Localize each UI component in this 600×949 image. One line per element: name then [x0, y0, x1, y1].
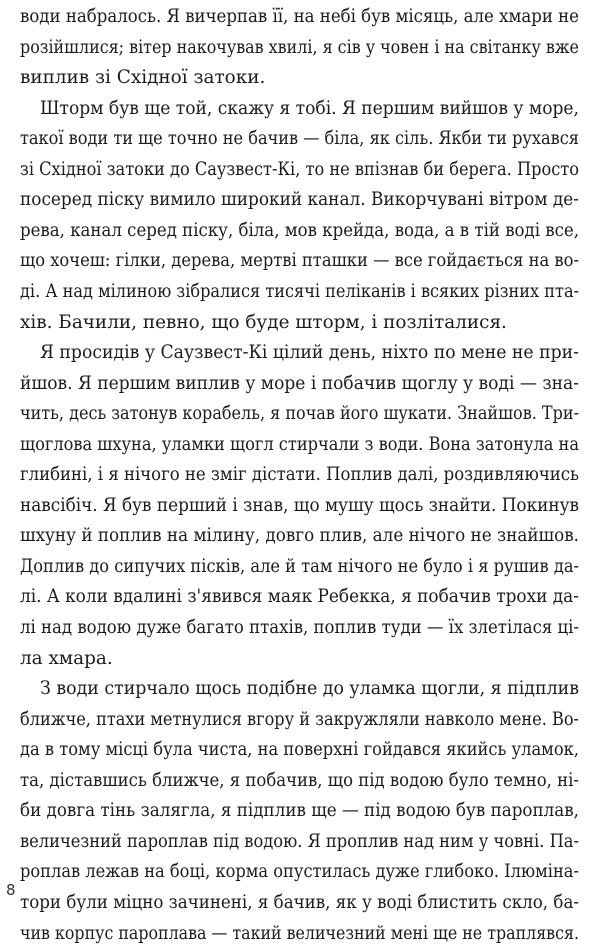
- text-line: [0, 63, 600, 93]
- line-text: чить, десь затонув корабель, я почав його шукати. Знайшов. Три-: [20, 403, 580, 425]
- line-text: Доплив до сипучих пісків, але й там нічого не було і я рушив да-: [20, 555, 580, 577]
- line-text: посеред піску вимило широкий канал. Викорчувані вітром де-: [20, 189, 579, 211]
- line-text: виплив зі Східної затоки.: [20, 67, 266, 89]
- text-line: [0, 155, 600, 185]
- text-line: [0, 735, 600, 765]
- text-line: [0, 246, 600, 276]
- text-line: [0, 521, 600, 551]
- text-line: [0, 399, 600, 429]
- text-line: [0, 2, 600, 32]
- text-line: [0, 491, 600, 521]
- text-line: [0, 94, 600, 124]
- page-number: 8: [6, 881, 16, 899]
- line-text: та, діставшись ближче, я побачив, що під водою було темно, ні-: [20, 769, 579, 791]
- line-text: води набралось. Я вичерпав її, на небі був місяць, але хмари не: [20, 6, 579, 27]
- line-text: хів. Бачили, певно, що буде шторм, і позліталися.: [20, 311, 507, 333]
- line-text: шхуну й поплив на мілину, довго плив, але нічого не знайшов.: [20, 525, 579, 547]
- line-text: зі Східної затоки до Саузвест-Кі, то не впізнав би берега. Просто: [20, 158, 579, 180]
- text-line: [0, 582, 600, 612]
- text-line: [0, 338, 600, 368]
- line-text: би довга тінь залягла, я підплив ще — під водою був пароплав,: [20, 800, 580, 822]
- line-text: З води стирчало щось подібне до уламка щогли, я підплив: [40, 678, 579, 700]
- text-line: [0, 33, 600, 63]
- text-line: [0, 857, 600, 887]
- line-text: лі. А коли вдалині з'явився маяк Ребекка, я побачив трохи да-: [20, 586, 579, 608]
- line-text: глибині, і я нічого не зміг дістати. Поплив далі, роздивляючись: [20, 464, 579, 486]
- text-line: [0, 369, 600, 399]
- line-text: да в тому місці була чиста, на поверхні гойдався якийсь уламок,: [20, 739, 579, 761]
- line-text: що хочеш: гілки, дерева, мертві пташки — все гойдається на во-: [20, 250, 579, 272]
- text-line: [0, 216, 600, 246]
- line-text: Я просидів у Саузвест-Кі цілий день, ніхто по мене не при-: [40, 342, 580, 364]
- line-text: розійшлися; вітер накочував хвилі, я сів у човен і на світанку вже: [20, 36, 579, 58]
- text-line: [0, 644, 600, 674]
- line-text: такої води ти ще точно не бачив — біла, як сіль. Якби ти рухався: [20, 128, 579, 150]
- text-line: [0, 888, 600, 918]
- line-text: чив корпус пароплава — такий величезний мені ще не траплявся.: [20, 922, 580, 944]
- line-text: ла хмара.: [20, 647, 113, 669]
- text-line: [0, 185, 600, 215]
- text-line: [0, 766, 600, 796]
- text-line: [0, 613, 600, 643]
- text-line: [0, 277, 600, 307]
- text-line: [0, 308, 600, 338]
- text-line: [0, 827, 600, 857]
- text-line: [0, 796, 600, 826]
- text-line: [0, 705, 600, 735]
- line-text: тори були міцно зачинені, я бачив, як у воді блистить скло, ба-: [20, 891, 580, 913]
- line-text: величезний пароплав під водою. Я проплив над ним у човні. Па-: [20, 830, 580, 852]
- line-text: навсібіч. Я був перший і знав, що мушу щось знайти. Покинув: [20, 494, 579, 516]
- line-text: ді. А над мілиною зібралися тисячі пеліканів і всяких різних птa-: [20, 280, 580, 302]
- line-text: ближче, птахи метнулися вгору й закружляли навколо мене. Во-: [20, 708, 580, 730]
- line-text: лі над водою дуже багато птахів, поплив туди — їх злетілася ці-: [20, 617, 580, 638]
- line-text: роплав лежав на боці, корма опустилась дуже глибоко. Ілюміна-: [20, 861, 579, 883]
- text-line: [0, 124, 600, 154]
- text-line: [0, 430, 600, 460]
- line-text: Шторм був ще той, скажу я тобі. Я першим вийшов у море,: [40, 97, 579, 119]
- line-text: рева, канал серед піску, біла, мов крейда, вода, а в тій воді все,: [20, 219, 580, 241]
- line-text: йшов. Я першим виплив у море і побачив щоглу у воді — зна-: [20, 372, 580, 394]
- text-line: [0, 552, 600, 582]
- line-text: щоглова шхуна, уламки щогл стирчали з води. Вона затонула на: [20, 433, 580, 455]
- text-line: [0, 460, 600, 490]
- text-line: [0, 919, 600, 949]
- text-line: [0, 674, 600, 704]
